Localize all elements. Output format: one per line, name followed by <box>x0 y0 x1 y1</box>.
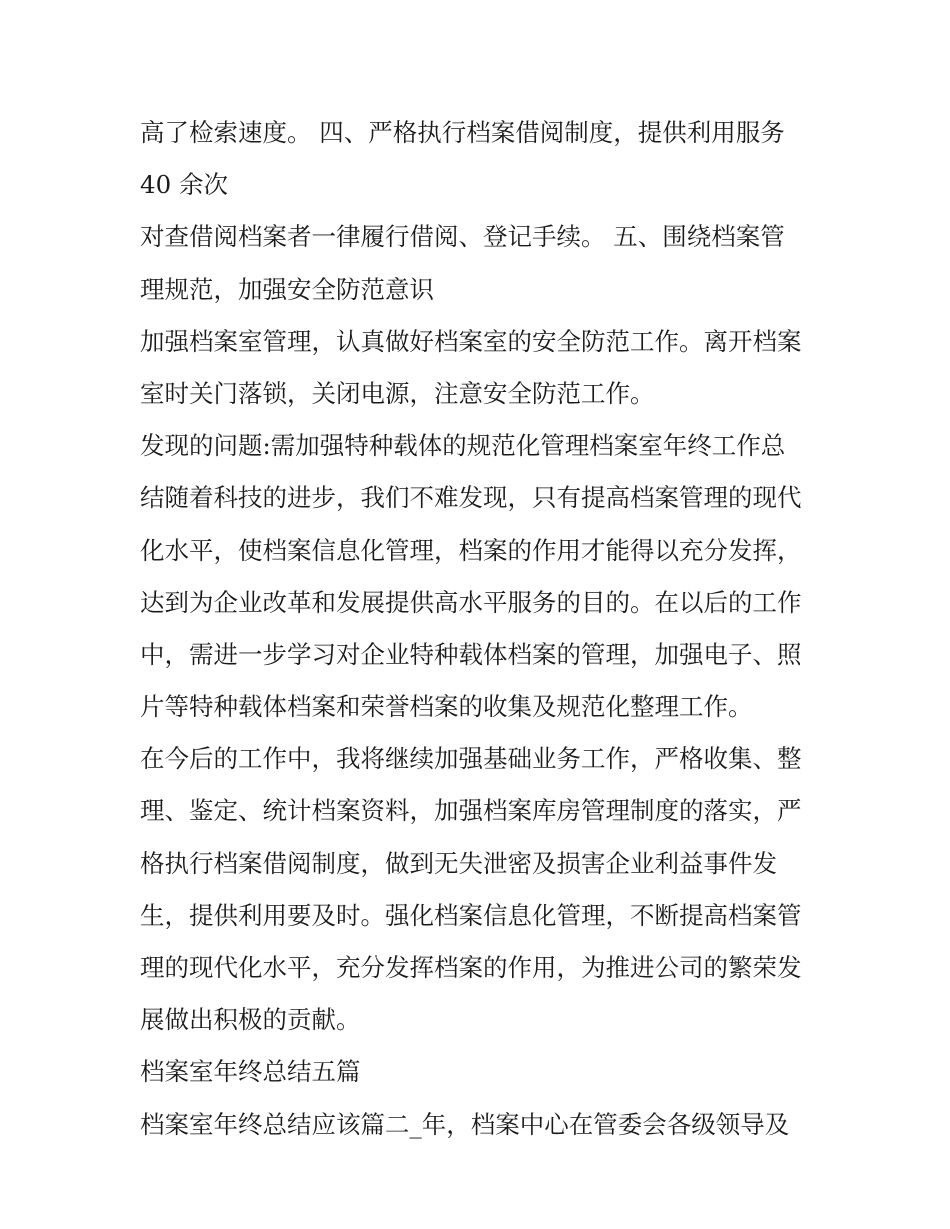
text-line: 理、鉴定、统计档案资料，加强档案库房管理制度的落实，严 <box>140 796 802 826</box>
text-line: 化水平，使档案信息化管理，档案的作用才能得以充分发挥， <box>140 535 802 565</box>
text-line: 达到为企业改革和发展提供高水平服务的目的。在以后的工作 <box>140 587 802 617</box>
text-line: 发现的问题:需加强特种载体的规范化管理档案室年终工作总 <box>140 431 786 461</box>
text-line: 40 余次 <box>140 170 228 200</box>
text-line: 理的现代化水平，充分发挥档案的作用，为推进公司的繁荣发 <box>140 953 802 982</box>
text-line: 档案室年终总结应该篇二_年，档案中心在管委会各级领导及 <box>140 1109 790 1139</box>
text-line: 高了检索速度。 四、严格执行档案借阅制度，提供利用服务 <box>140 118 785 147</box>
text-line: 结随着科技的进步，我们不难发现，只有提高档案管理的现代 <box>140 483 802 513</box>
text-line: 中，需进一步学习对企业特种载体档案的管理，加强电子、照 <box>140 639 802 669</box>
text-line: 在今后的工作中，我将继续加强基础业务工作，严格收集、整 <box>140 744 802 774</box>
text-line: 生，提供利用要及时。强化档案信息化管理，不断提高档案管 <box>140 900 802 930</box>
section-heading: 档案室年终总结五篇 <box>140 1057 361 1087</box>
text-line: 加强档案室管理，认真做好档案室的安全防范工作。离开档案 <box>140 326 802 356</box>
text-line: 格执行档案借阅制度，做到无失泄密及损害企业利益事件发 <box>140 848 777 878</box>
document-body <box>140 107 820 1151</box>
text-line: 展做出积极的贡献。 <box>140 1005 361 1035</box>
text-line: 室时关门落锁，关闭电源，注意安全防范工作。 <box>140 378 655 408</box>
text-line: 理规范，加强安全防范意识 <box>140 274 434 304</box>
text-line: 对查借阅档案者一律履行借阅、登记手续。 五、围绕档案管 <box>140 222 785 252</box>
text-line: 片等特种载体档案和荣誉档案的收集及规范化整理工作。 <box>140 692 753 722</box>
